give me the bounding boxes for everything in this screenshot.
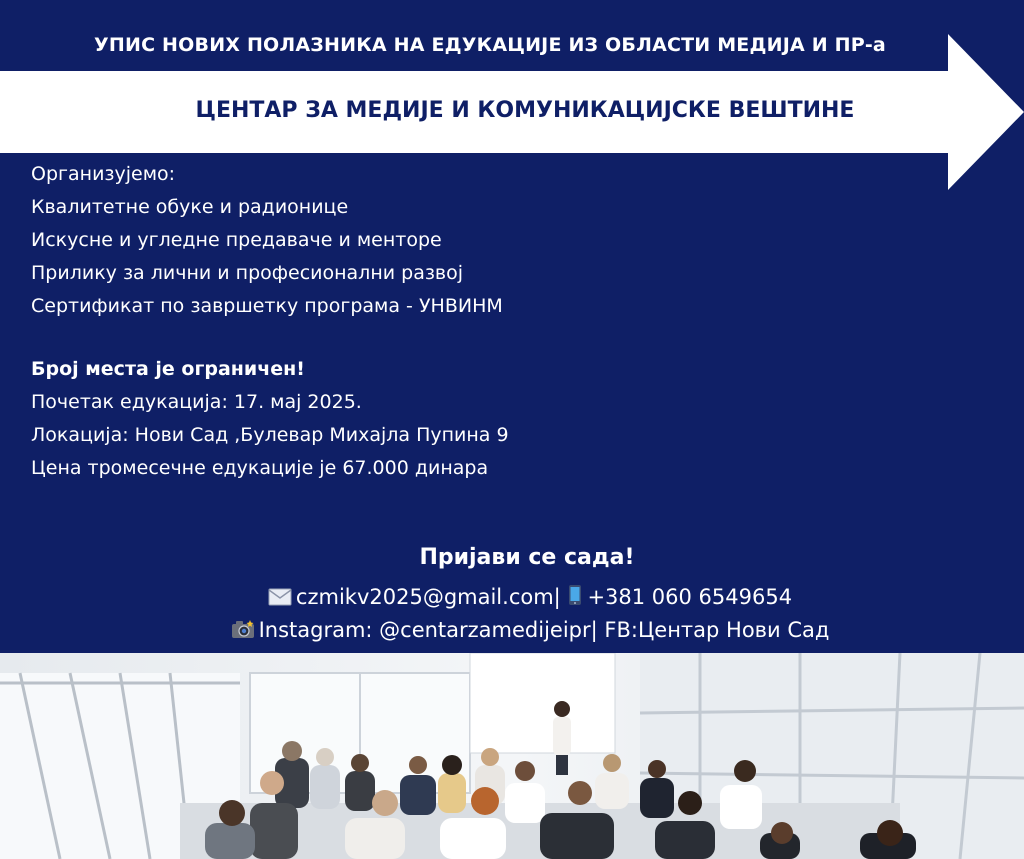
- offer-item: Искусне и угледне предаваче и менторе: [31, 229, 442, 251]
- location: Локација: Нови Сад ,Булевар Михајла Пупина 9: [31, 424, 509, 446]
- details-section: [31, 353, 509, 485]
- separator: |: [553, 585, 568, 609]
- contact-line-2: [0, 618, 1024, 642]
- offer-intro: Организујемо:: [31, 163, 176, 185]
- phone-number[interactable]: +381 060 6549654: [587, 585, 793, 609]
- banner-title: ЦЕНТАР ЗА МЕДИЈЕ И КОМУНИКАЦИЈСКЕ ВЕШТИНЕ: [195, 98, 855, 123]
- classroom-photo: [0, 653, 1024, 859]
- envelope-icon: [268, 588, 292, 606]
- start-date: Почетак едукација: 17. мај 2025.: [31, 391, 362, 413]
- limited-seats-notice: Број места је ограничен!: [31, 358, 305, 380]
- separator: |: [590, 618, 605, 642]
- contact-line-1: [0, 584, 1024, 609]
- header-title: УПИС НОВИХ ПОЛАЗНИКА НА ЕДУКАЦИЈЕ ИЗ ОБЛАСТИ МЕДИЈА И ПР-а: [94, 34, 886, 56]
- offer-item: Квалитетне обуке и радионице: [31, 196, 349, 218]
- camera-icon: [231, 619, 255, 639]
- mobile-phone-icon: [567, 584, 583, 606]
- facebook-page[interactable]: FB:Центар Нови Сад: [604, 618, 830, 642]
- instagram-handle[interactable]: Instagram: @centarzamedijeipr: [258, 618, 591, 642]
- offer-item: Сертификат по завршетку програма - УНВИНМ: [31, 295, 503, 317]
- email-link[interactable]: czmikv2025@gmail.com: [295, 585, 554, 609]
- cta-title: Пријави се сада!: [419, 545, 635, 570]
- offer-item: Прилику за лични и професионални развој: [31, 262, 464, 284]
- price: Цена тромесечне едукације је 67.000 динара: [31, 457, 489, 479]
- offer-section: [31, 158, 503, 323]
